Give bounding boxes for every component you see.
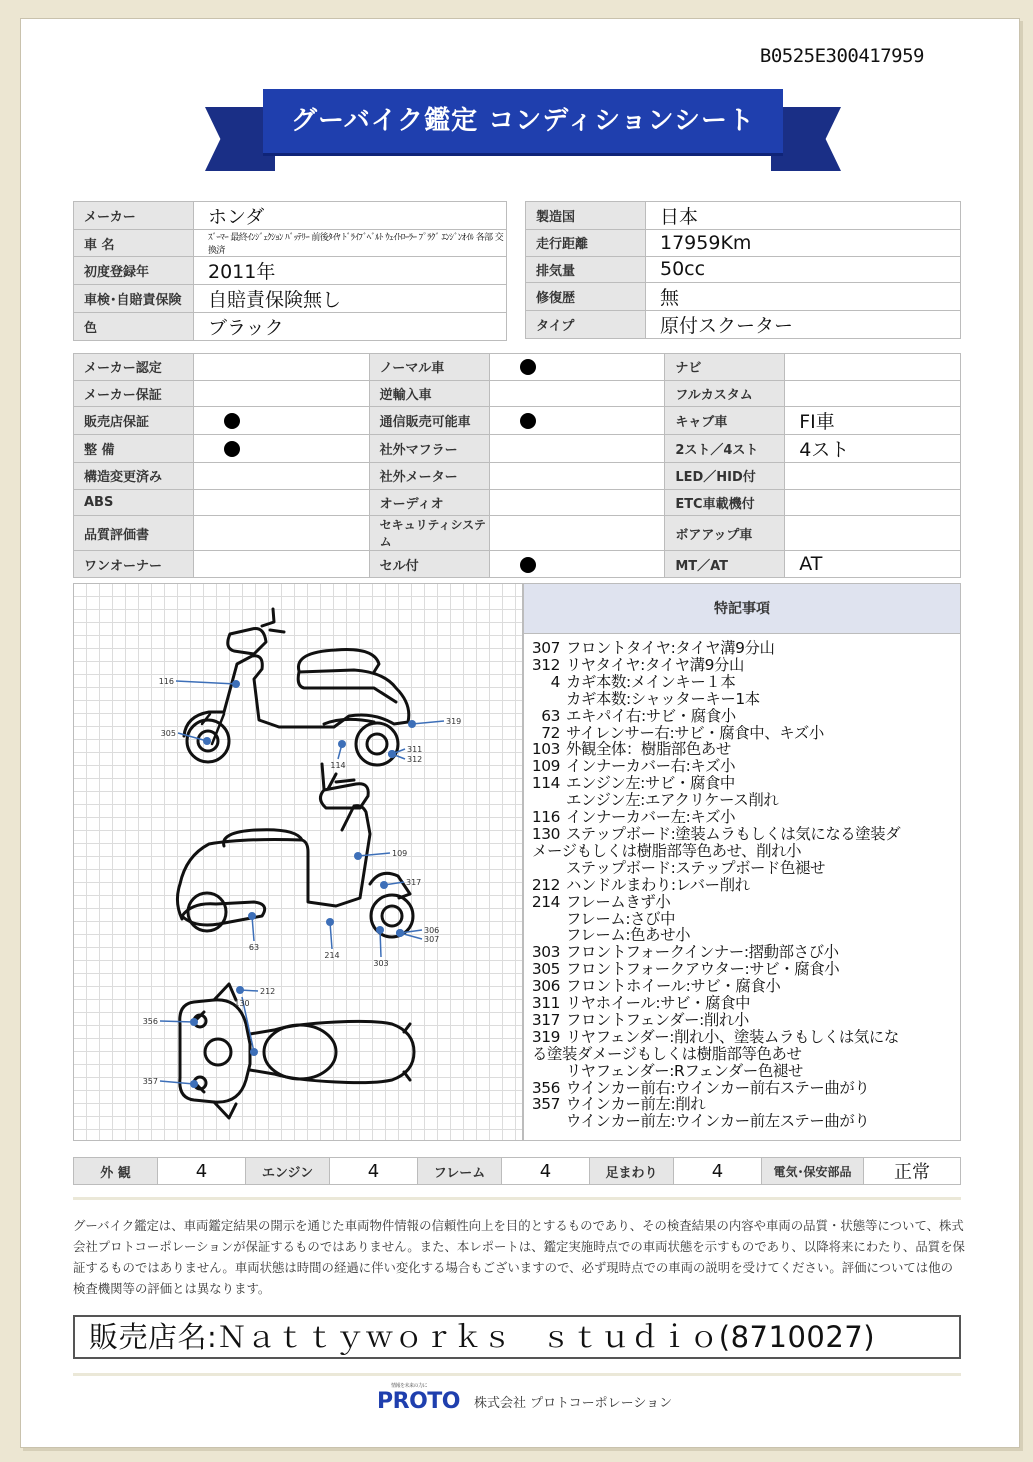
- basic-value: 自賠責保険無し: [194, 285, 507, 313]
- feature-value: [193, 435, 369, 463]
- feature-row: [74, 489, 961, 516]
- note-text: エキパイ右:サビ・腐食小: [566, 706, 736, 725]
- feature-row: [74, 354, 961, 381]
- basic-value: 日本: [646, 202, 961, 230]
- note-line: [524, 691, 960, 708]
- note-line: [524, 1080, 960, 1097]
- note-code: 72: [541, 723, 560, 742]
- damage-marker-label: 311: [407, 745, 423, 754]
- scooter-left-side-drawing: [184, 609, 409, 765]
- note-line: [524, 1046, 960, 1063]
- check-dot-icon: [520, 359, 536, 375]
- document-id: B0525E300417959: [759, 45, 924, 67]
- logo-tagline: 情報を未来の力に: [391, 1383, 428, 1389]
- damage-marker-dot: [376, 926, 384, 934]
- note-line: [524, 708, 960, 725]
- basic-row: [74, 230, 507, 257]
- basic-label: 車検･自賠責保険: [74, 285, 194, 313]
- damage-marker-label: 214: [324, 951, 340, 960]
- note-line: [524, 995, 960, 1012]
- check-dot-icon: [520, 557, 536, 573]
- feature-label: メーカー認定: [74, 354, 194, 381]
- score-value-engine: 4: [330, 1158, 418, 1185]
- score-label-suspension: 足まわり: [590, 1158, 674, 1185]
- feature-value: [489, 516, 665, 551]
- damage-marker-dot: [232, 680, 240, 688]
- note-text: ウインカー前右:ウインカー前右ステー曲がり: [566, 1078, 870, 1097]
- banner-fold-right: [771, 107, 841, 171]
- basic-value: ｽﾞｰﾏｰ 最終ｲﾝｼﾞｪｸｼｮﾝ ﾊﾞｯﾃﾘｰ 前後ﾀｲﾔ ﾄﾞﾗｲﾌﾞﾍﾞﾙﾄ ｳｪｲﾄﾛｰﾗｰ ﾌﾟﾗｸﾞ ｴﾝｼﾞﾝｵｲﾙ 各部 交換済: [194, 230, 507, 257]
- feature-label: 販売店保証: [74, 407, 194, 435]
- damage-marker-label: 116: [158, 677, 174, 686]
- feature-value: [193, 463, 369, 490]
- basic-label: メーカー: [74, 202, 194, 230]
- basic-row: [74, 257, 507, 285]
- feature-value: [489, 407, 665, 435]
- basic-label: タイプ: [526, 311, 646, 339]
- basic-label: 色: [74, 313, 194, 341]
- damage-marker-dot: [338, 740, 346, 748]
- check-dot-icon: [224, 413, 240, 429]
- title-banner-wrap: [21, 19, 1019, 219]
- notes-list: [524, 634, 960, 1130]
- damage-marker-dot: [203, 737, 211, 745]
- note-line: [524, 725, 960, 742]
- note-code: [524, 691, 566, 708]
- note-line: [524, 1012, 960, 1029]
- note-code: 214: [531, 892, 560, 911]
- feature-value-text: AT: [799, 553, 823, 576]
- divider: [73, 1373, 961, 1376]
- note-line: [524, 843, 960, 860]
- basic-label: 走行距離: [526, 230, 646, 257]
- scooter-right-side-drawing: [177, 764, 413, 937]
- basic-row: [526, 256, 961, 283]
- note-text: フロントタイヤ:タイヤ溝9分山: [566, 639, 775, 657]
- note-code: 303: [531, 943, 560, 962]
- feature-label: 社外マフラー: [369, 435, 489, 463]
- note-text: ハンドルまわり:レバー削れ: [566, 875, 750, 894]
- damage-marker-label: 114: [330, 761, 346, 770]
- note-code: [524, 860, 566, 877]
- note-line: [524, 674, 960, 691]
- condition-sheet: [20, 18, 1020, 1448]
- note-code: 319: [531, 1027, 560, 1046]
- dealer-name: 販売店名:Ｎａｔｔｙｗｏｒｋｓ ｓｔｕｄｉｏ(8710027): [73, 1315, 961, 1359]
- damage-marker-label: 306: [424, 926, 440, 935]
- score-label-electrical: 電気･保安部品: [762, 1158, 864, 1185]
- damage-marker-dot: [408, 720, 416, 728]
- basic-value: 17959Km: [646, 230, 961, 257]
- note-code: 307: [531, 639, 560, 657]
- note-code: 357: [531, 1095, 560, 1114]
- score-value-frame: 4: [502, 1158, 590, 1185]
- feature-row: [74, 551, 961, 578]
- score-label-exterior: 外 観: [74, 1158, 158, 1185]
- note-text: リヤタイヤ:タイヤ溝9分山: [566, 655, 744, 674]
- note-text: フレーム:色あせ小: [566, 926, 691, 945]
- damage-marker-dot: [236, 986, 244, 994]
- feature-value: [193, 380, 369, 407]
- score-label-engine: エンジン: [246, 1158, 330, 1185]
- note-text: フロントフォークアウター:サビ・腐食小: [566, 960, 840, 979]
- damage-marker-label: 303: [373, 959, 389, 968]
- damage-marker-label: 356: [142, 1017, 158, 1026]
- note-text: エンジン左:エアクリケース削れ: [566, 791, 779, 810]
- feature-row: [74, 380, 961, 407]
- damage-marker-label: 357: [142, 1077, 158, 1086]
- note-code: 317: [531, 1010, 560, 1029]
- page-title: グーバイク鑑定 コンディションシート: [291, 106, 755, 136]
- note-code: 311: [531, 994, 560, 1013]
- feature-value: [193, 516, 369, 551]
- basic-label: 排気量: [526, 256, 646, 283]
- feature-value: [489, 489, 665, 516]
- feature-label: フルカスタム: [665, 380, 785, 407]
- damage-marker-label: 319: [446, 717, 462, 726]
- basic-value: 2011年: [194, 257, 507, 285]
- note-text: サイレンサー右:サビ・腐食中、キズ小: [566, 723, 824, 742]
- company-name: 株式会社 プロトコーポレーション: [473, 1396, 673, 1411]
- damage-marker-dot: [388, 750, 396, 758]
- feature-label: 逆輸入車: [369, 380, 489, 407]
- damage-marker-label: 109: [392, 849, 408, 858]
- note-text: カギ本数:メインキー１本: [566, 672, 736, 691]
- note-code: 4: [550, 672, 560, 691]
- damage-marker-label: 312: [407, 755, 423, 764]
- feature-value: [193, 489, 369, 516]
- feature-label: セル付: [369, 551, 489, 578]
- feature-value: [489, 551, 665, 578]
- banner-fold-left: [205, 107, 275, 171]
- note-line: [524, 741, 960, 758]
- note-line: [524, 911, 960, 928]
- note-text: インナーカバー右:キズ小: [566, 757, 736, 776]
- feature-value: [785, 551, 961, 578]
- feature-label: メーカー保証: [74, 380, 194, 407]
- feature-label: ボアアップ車: [665, 516, 785, 551]
- note-line: [524, 927, 960, 944]
- note-line: [524, 809, 960, 826]
- feature-value-text: FI車: [799, 411, 835, 434]
- note-code: 312: [531, 655, 560, 674]
- damage-marker-label: 212: [260, 987, 276, 996]
- feature-value: [785, 435, 961, 463]
- note-code: 356: [531, 1078, 560, 1097]
- basic-label: 車 名: [74, 230, 194, 257]
- basic-value: ホンダ: [194, 202, 507, 230]
- basic-value: ブラック: [194, 313, 507, 341]
- feature-label: 品質評価書: [74, 516, 194, 551]
- logo-text: PROTO: [377, 1389, 460, 1414]
- note-code: 212: [531, 875, 560, 894]
- note-line: [524, 758, 960, 775]
- note-text: カギ本数:シャッターキー1本: [566, 689, 760, 708]
- check-dot-icon: [520, 413, 536, 429]
- note-text: インナーカバー左:キズ小: [566, 808, 736, 827]
- note-text: リヤフェンダー:Rフェンダー色褪せ: [566, 1061, 803, 1080]
- note-text: フロントフェンダー:削れ小: [566, 1010, 749, 1029]
- note-line: [524, 1063, 960, 1080]
- note-line: [524, 860, 960, 877]
- damage-marker-dot: [248, 912, 256, 920]
- feature-value: [785, 489, 961, 516]
- scooter-top-view-drawing: [180, 984, 414, 1118]
- marker-leader-line: [358, 853, 390, 856]
- scooter-diagram-svg: [74, 584, 524, 1142]
- note-text: メージもしくは樹脂部等色あせ、削れ小: [532, 841, 802, 860]
- feature-row: [74, 463, 961, 490]
- score-value-suspension: 4: [674, 1158, 762, 1185]
- basic-label: 初度登録年: [74, 257, 194, 285]
- score-value-electrical: 正常: [864, 1158, 961, 1185]
- damage-marker-label: 130: [234, 999, 250, 1008]
- damage-marker-dot: [190, 1018, 198, 1026]
- marker-leader-line: [160, 1081, 194, 1084]
- note-text: リヤホイール:サビ・腐食中: [566, 994, 751, 1013]
- notes-title: 特記事項: [524, 584, 960, 634]
- feature-label: セキュリティシステム: [369, 516, 489, 551]
- note-text: リヤフェンダー:削れ小、塗装ムラもしくは気にな: [566, 1027, 899, 1046]
- note-code: 114: [531, 774, 560, 793]
- title-banner: [263, 89, 783, 153]
- note-line: [524, 877, 960, 894]
- feature-label: MT／AT: [665, 551, 785, 578]
- note-line: [524, 961, 960, 978]
- feature-value: [785, 354, 961, 381]
- basic-info-right-table: [525, 201, 961, 339]
- basic-row: [526, 283, 961, 311]
- score-value-exterior: 4: [158, 1158, 246, 1185]
- note-text: 外観全体：樹脂部色あせ: [566, 740, 731, 759]
- note-code: 63: [541, 706, 560, 725]
- note-text: フロントフォークインナー:摺動部さび小: [566, 943, 839, 962]
- disclaimer-text: グーバイク鑑定は、車両鑑定結果の開示を通じた車両物件情報の信頼性向上を目的とするものであり、その検査結果の内容や車両の品質・状態等について、株式会社プロトコーポレーションが保証するものではありません。また、本レポートは、鑑定実施時点での車両状態を示すものであり、以降将来にわたり、品質を保証するものではありません。車両状態は時間の経過に伴い変化する場合もございますので、必ず現時点での車両の説明を受けてください。評価については他の検査機関等の評価とは異なります。: [73, 1218, 965, 1296]
- feature-value: [785, 380, 961, 407]
- note-code: 103: [531, 740, 560, 759]
- feature-value: [489, 435, 665, 463]
- note-line: [524, 894, 960, 911]
- note-line: [524, 1113, 960, 1130]
- note-text: フレーム:さび中: [566, 909, 676, 928]
- note-line: [524, 640, 960, 657]
- note-text: ウインカー前左:ウインカー前左ステー曲がり: [566, 1112, 870, 1131]
- damage-marker-dot: [396, 929, 404, 937]
- feature-label: キャブ車: [665, 407, 785, 435]
- basic-value: 原付スクーター: [646, 311, 961, 339]
- damage-marker-label: 307: [424, 935, 440, 944]
- damage-marker-label: 63: [248, 943, 260, 952]
- note-line: [524, 978, 960, 995]
- feature-label: ETC車載機付: [665, 489, 785, 516]
- feature-value: [489, 380, 665, 407]
- note-code: [524, 911, 566, 928]
- feature-value: [193, 354, 369, 381]
- feature-label: 構造変更済み: [74, 463, 194, 490]
- marker-leader-line: [330, 922, 332, 949]
- feature-value: [193, 551, 369, 578]
- feature-row: [74, 516, 961, 551]
- note-text: る塗装ダメージもしくは樹脂部等色あせ: [532, 1044, 802, 1063]
- damage-marker-dot: [380, 881, 388, 889]
- damage-diagram: [73, 583, 523, 1141]
- note-text: フロントホイール:サビ・腐食小: [566, 977, 781, 996]
- note-code: [524, 1113, 566, 1130]
- note-line: [524, 775, 960, 792]
- special-notes-panel: [523, 583, 961, 1141]
- note-line: [524, 1096, 960, 1113]
- note-line: [524, 792, 960, 809]
- note-code: [524, 1063, 566, 1080]
- damage-marker-dot: [250, 1048, 258, 1056]
- note-code: [524, 792, 566, 809]
- feature-value: [785, 407, 961, 435]
- note-line: [524, 1029, 960, 1046]
- note-line: [524, 944, 960, 961]
- basic-value: 50cc: [646, 256, 961, 283]
- feature-value: [785, 516, 961, 551]
- check-dot-icon: [224, 441, 240, 457]
- note-line: [524, 657, 960, 674]
- note-text: ステップボード:ステップボード色褪せ: [566, 858, 826, 877]
- basic-row: [74, 285, 507, 313]
- note-line: [524, 826, 960, 843]
- marker-leader-line: [380, 930, 381, 957]
- divider: [73, 1197, 961, 1200]
- feature-label: ノーマル車: [369, 354, 489, 381]
- feature-row: [74, 435, 961, 463]
- feature-label: ナビ: [665, 354, 785, 381]
- basic-label: 製造国: [526, 202, 646, 230]
- feature-value: [785, 463, 961, 490]
- feature-label: ワンオーナー: [74, 551, 194, 578]
- score-table: [73, 1157, 961, 1185]
- feature-label: 整 備: [74, 435, 194, 463]
- note-text: ウインカー前左:削れ: [566, 1095, 706, 1114]
- basic-label: 修復歴: [526, 283, 646, 311]
- feature-label: 社外メーター: [369, 463, 489, 490]
- features-table: [73, 353, 961, 578]
- feature-label: LED／HID付: [665, 463, 785, 490]
- damage-marker-dot: [190, 1080, 198, 1088]
- basic-row: [526, 311, 961, 339]
- proto-logo: [377, 1383, 460, 1414]
- footer: [377, 1383, 673, 1414]
- basic-value: 無: [646, 283, 961, 311]
- feature-label: 通信販売可能車: [369, 407, 489, 435]
- marker-leader-line: [176, 681, 236, 684]
- note-text: ステップボード:塗装ムラもしくは気になる塗装ダ: [566, 824, 901, 843]
- feature-label: ABS: [74, 489, 194, 516]
- marker-leader-line: [160, 1021, 194, 1022]
- feature-label: 2スト／4スト: [665, 435, 785, 463]
- basic-row: [526, 230, 961, 257]
- feature-label: オーディオ: [369, 489, 489, 516]
- feature-value: [489, 463, 665, 490]
- feature-value: [193, 407, 369, 435]
- damage-marker-dot: [326, 918, 334, 926]
- feature-row: [74, 407, 961, 435]
- basic-row: [74, 313, 507, 341]
- feature-value: [489, 354, 665, 381]
- note-code: 130: [531, 824, 560, 843]
- note-text: フレームきず小: [566, 892, 671, 911]
- marker-leader-line: [412, 721, 444, 724]
- feature-value-text: 4スト: [799, 439, 850, 462]
- note-code: [524, 927, 566, 944]
- note-code: 116: [531, 808, 560, 827]
- score-label-frame: フレーム: [418, 1158, 502, 1185]
- basic-info-left-table: [73, 201, 507, 341]
- note-code: 109: [531, 757, 560, 776]
- score-row: [74, 1158, 961, 1185]
- note-text: エンジン左:サビ・腐食中: [566, 774, 735, 793]
- note-code: 306: [531, 977, 560, 996]
- damage-marker-label: 305: [160, 729, 176, 738]
- damage-marker-dot: [354, 852, 362, 860]
- damage-marker-label: 317: [406, 878, 422, 887]
- note-code: 305: [531, 960, 560, 979]
